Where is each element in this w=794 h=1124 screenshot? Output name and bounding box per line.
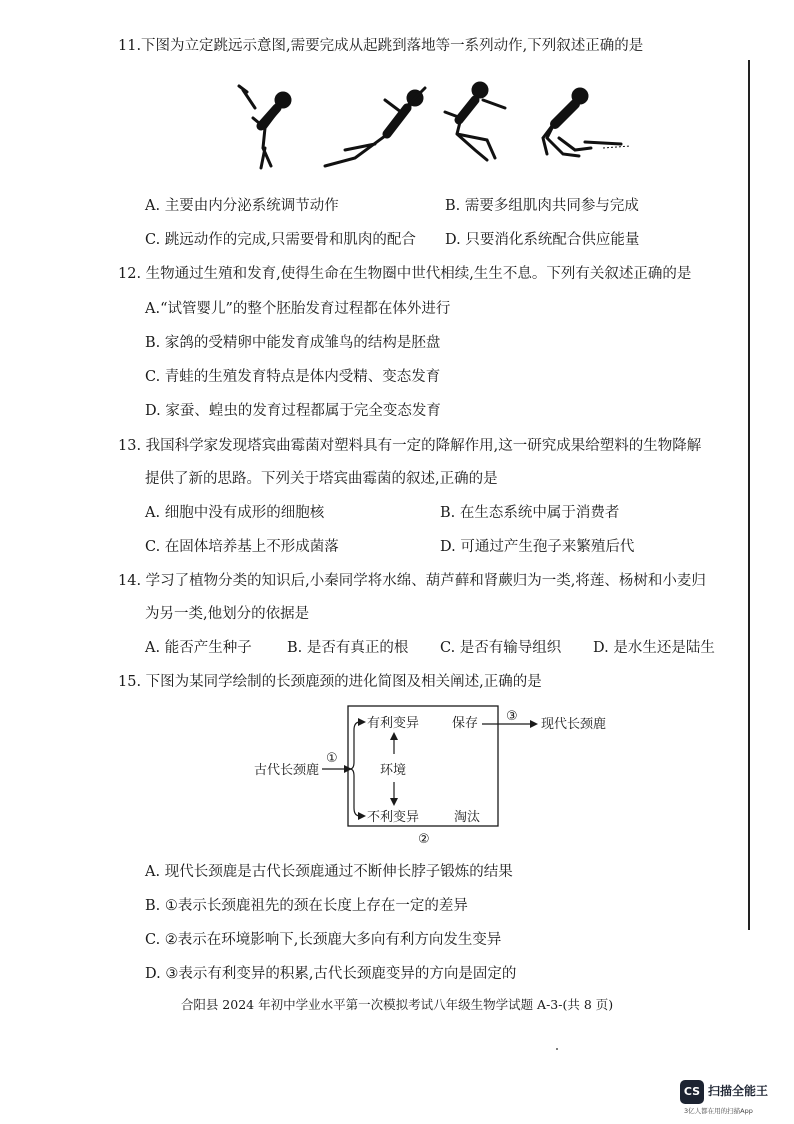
q15-option-c: C. ②表示在环境影响下,长颈鹿大多向有利方向发生变异	[145, 932, 502, 948]
q15-option-b: B. ①表示长颈鹿祖先的颈在长度上存在一定的差异	[145, 898, 468, 914]
q14-option-b: B. 是否有真正的根	[287, 640, 409, 656]
q13-option-a: A. 细胞中没有成形的细胞核	[145, 505, 325, 521]
q13-option-c: C. 在固体培养基上不形成菌落	[145, 539, 339, 555]
giraffe-evolution-diagram	[240, 700, 640, 850]
diagram-ancient-label: 古代长颈鹿	[254, 763, 320, 778]
diagram-preserve-label: 保存	[452, 716, 479, 731]
q11-stem: 11.下图为立定跳远示意图,需要完成从起跳到落地等一系列动作,下列叙述正确的是	[118, 38, 644, 54]
diagram-environment-label: 环境	[380, 763, 407, 778]
page-footer: 合阳县 2024 年初中学业水平第一次模拟考试八年级生物学试题 A-3-(共 8 页)	[180, 997, 614, 1012]
diagram-unfavorable-label: 不利变异	[367, 810, 420, 825]
q14-option-c: C. 是否有输导组织	[440, 640, 562, 656]
q13-stem-line2: 提供了新的思路。下列关于塔宾曲霉菌的叙述,正确的是	[145, 471, 498, 487]
watermark-app-name: 扫描全能王	[708, 1084, 769, 1098]
q15-option-a: A. 现代长颈鹿是古代长颈鹿通过不断伸长脖子锻炼的结果	[145, 864, 513, 880]
q13-option-b: B. 在生态系统中属于消费者	[440, 505, 620, 521]
diagram-mark-3: ③	[506, 709, 518, 724]
q13-option-d: D. 可通过产生孢子来繁殖后代	[440, 539, 635, 555]
diagram-favorable-label: 有利变异	[367, 716, 420, 731]
watermark-tagline: 3亿人都在用的扫描App	[684, 1107, 753, 1115]
q12-option-b: B. 家鸽的受精卵中能发育成雏鸟的结构是胚盘	[145, 335, 441, 351]
q14-stem-line2: 为另一类,他划分的依据是	[145, 606, 310, 622]
q14-option-d: D. 是水生还是陆生	[593, 640, 715, 656]
standing-long-jump-figure	[225, 78, 645, 178]
q12-stem: 12. 生物通过生殖和发育,使得生命在生物圈中世代相续,生生不息。下列有关叙述正确的是	[118, 266, 692, 282]
diagram-mark-2: ②	[418, 832, 430, 847]
q15-option-d: D. ③表示有利变异的积累,古代长颈鹿变异的方向是固定的	[145, 966, 517, 982]
q11-option-c: C. 跳远动作的完成,只需要骨和肌肉的配合	[145, 232, 416, 248]
diagram-modern-label: 现代长颈鹿	[541, 717, 607, 732]
q14-option-a: A. 能否产生种子	[145, 640, 252, 656]
scanner-watermark	[680, 1080, 790, 1116]
camscanner-logo-icon: CS	[680, 1080, 704, 1104]
q12-option-d: D. 家蚕、蝗虫的发育过程都属于完全变态发育	[145, 403, 441, 419]
q11-option-a: A. 主要由内分泌系统调节动作	[145, 198, 339, 214]
q13-stem-line1: 13. 我国科学家发现塔宾曲霉菌对塑料具有一定的降解作用,这一研究成果给塑料的生物降解	[118, 438, 702, 454]
q11-option-d: D. 只要消化系统配合供应能量	[445, 232, 640, 248]
scan-speck	[556, 1048, 558, 1050]
margin-line	[748, 60, 750, 930]
q15-stem: 15. 下图为某同学绘制的长颈鹿颈的进化简图及相关阐述,正确的是	[118, 674, 542, 690]
q14-stem-line1: 14. 学习了植物分类的知识后,小秦同学将水绵、葫芦藓和肾蕨归为一类,将莲、杨树和小麦归	[118, 573, 706, 589]
q12-option-c: C. 青蛙的生殖发育特点是体内受精、变态发育	[145, 369, 441, 385]
diagram-eliminate-label: 淘汰	[454, 810, 481, 825]
q11-option-b: B. 需要多组肌肉共同参与完成	[445, 198, 639, 214]
q12-option-a: A.“试管婴儿”的整个胚胎发育过程都在体外进行	[145, 301, 451, 317]
diagram-mark-1: ①	[326, 751, 338, 766]
